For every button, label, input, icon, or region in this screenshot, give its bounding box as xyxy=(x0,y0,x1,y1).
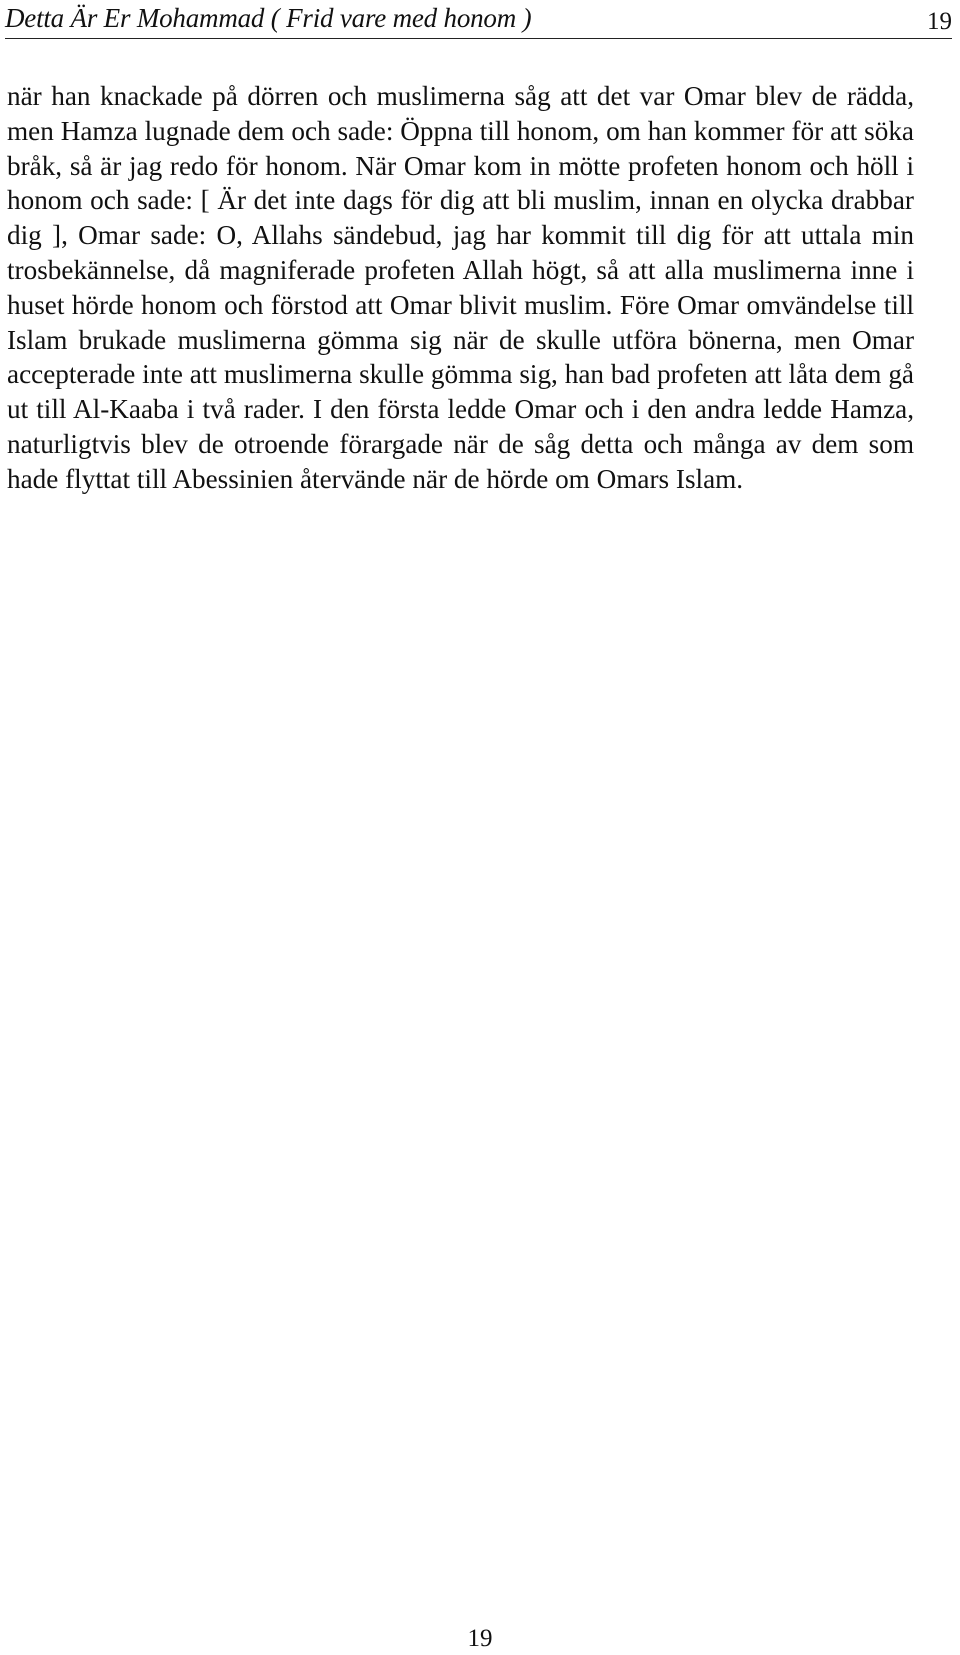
footer-page-number: 19 xyxy=(467,1625,493,1652)
body-paragraph: när han knackade på dörren och muslimerna såg att det var Omar blev de rädda, men Hamza lugnade dem och sade: Öppna till honom, om han kommer för att söka bråk, så är jag redo för honom. När Omar kom in mötte profeten honom och höll i honom och sade: [ Är det inte dags för dig att bli muslim, innan en olycka drabbar dig ], Omar sade: O, Allahs sändebud, jag har kommit till dig för att uttala min trosbekännelse, då magniferade profeten Allah högt, så att alla muslimerna inne i huset hörde honom och förstod att Omar blivit muslim. Före Omar omvändelse till Islam brukade muslimerna gömma sig när de skulle utföra bönerna, men Omar accepterade inte att muslimerna skulle gömma sig, han bad profeten att låta dem gå ut till Al-Kaaba i två rader. I den första ledde Omar och i den andra ledde Hamza, naturligtvis blev de otroende förargade när de såg detta och många av dem som hade flyttat till Abessinien återvände när de hörde om Omars Islam. xyxy=(7,81,914,494)
header-page-number: 19 xyxy=(927,8,952,35)
header-title: Detta Är Er Mohammad ( Frid vare med honom ) xyxy=(5,3,532,33)
body-text xyxy=(7,79,914,497)
running-header xyxy=(5,2,952,39)
